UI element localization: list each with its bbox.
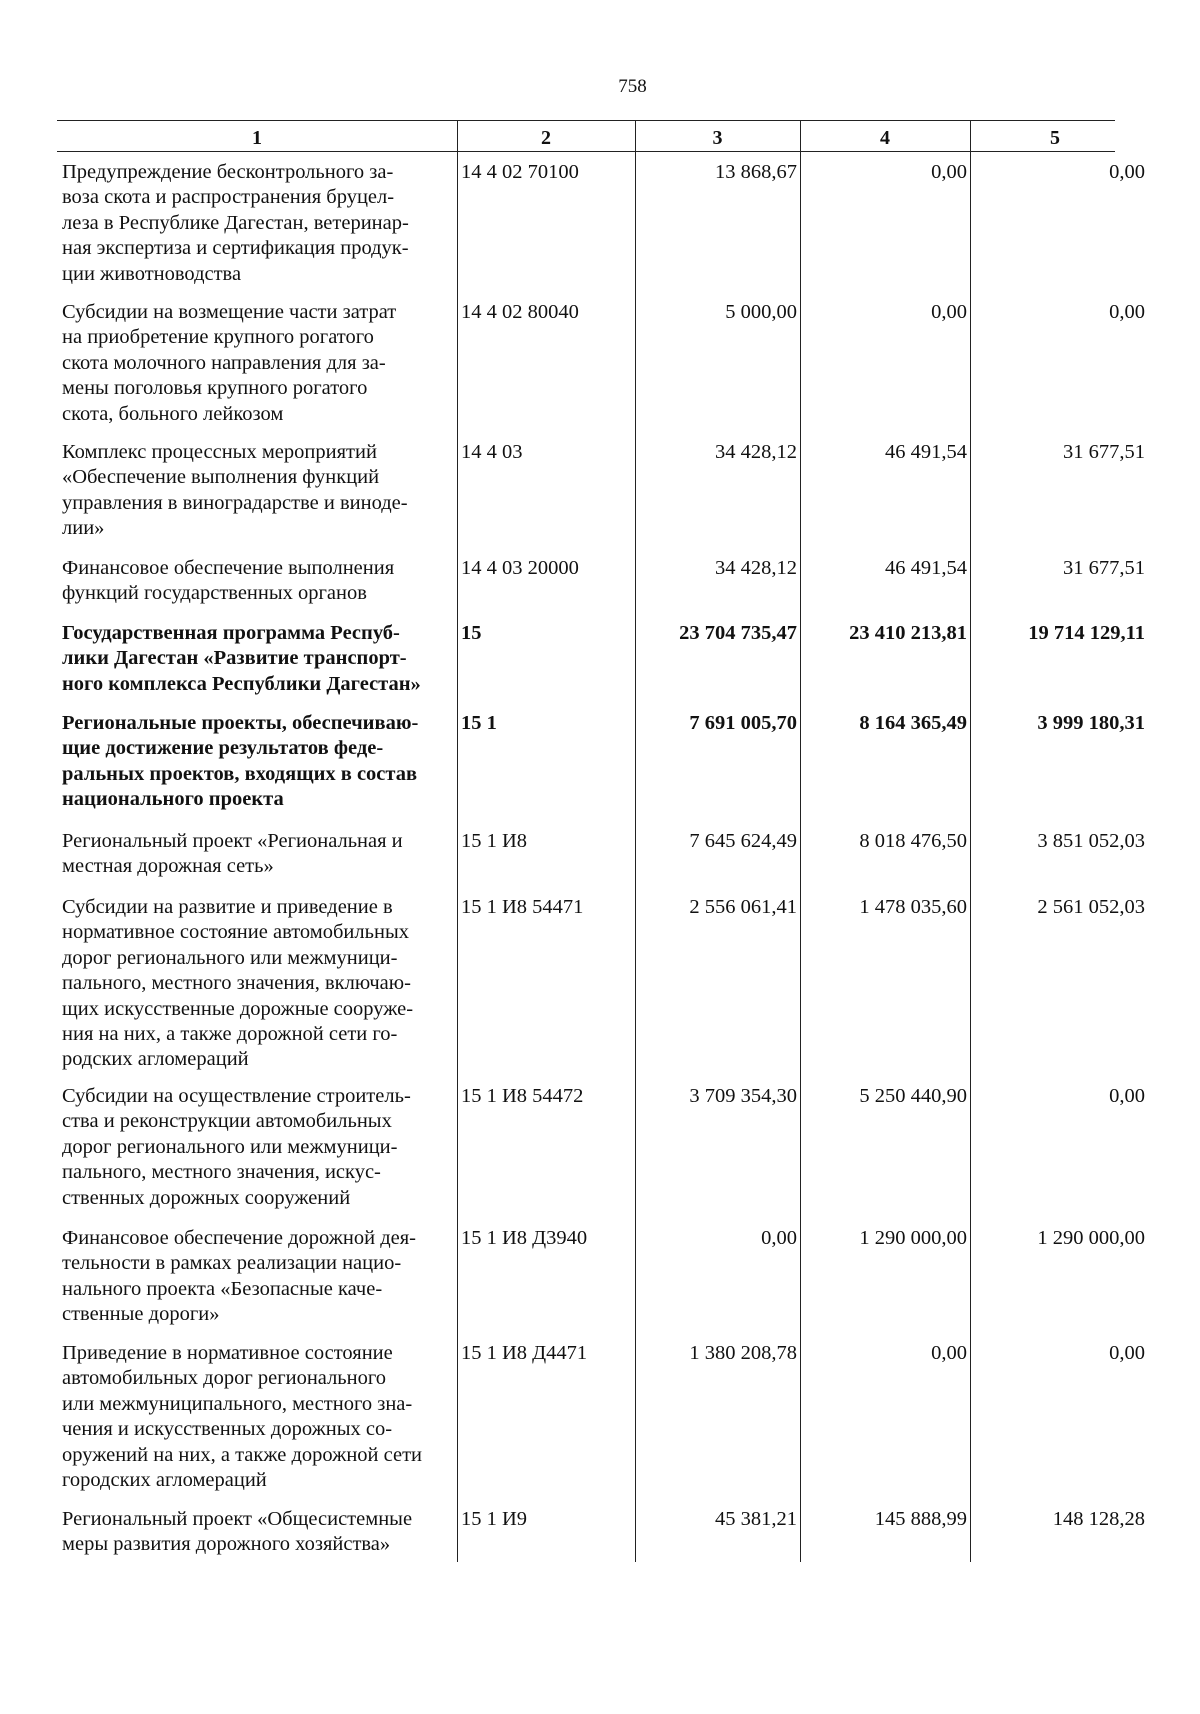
row-code: 15 1 И8 54472 bbox=[461, 1085, 584, 1107]
value-col5: 0,00 bbox=[1109, 1342, 1145, 1364]
value-col4: 23 410 213,81 bbox=[849, 622, 967, 644]
row-code: 15 1 bbox=[461, 712, 497, 734]
column-divider bbox=[800, 120, 801, 1562]
row-name: Региональные проекты, обеспечиваю- щие достижение результатов феде- ральных проектов, входящих в состав национального проекта bbox=[62, 712, 419, 811]
column-header: 4 bbox=[880, 127, 890, 149]
value-col5: 0,00 bbox=[1109, 301, 1145, 323]
value-col5: 0,00 bbox=[1109, 1085, 1145, 1107]
row-name: Финансовое обеспечение выполнения функций государственных органов bbox=[62, 557, 395, 605]
value-col5: 2 561 052,03 bbox=[1037, 896, 1145, 918]
column-header: 3 bbox=[712, 127, 723, 149]
column-divider bbox=[457, 120, 458, 1562]
row-code: 14 4 02 70100 bbox=[461, 161, 579, 183]
column-header: 5 bbox=[1050, 127, 1060, 149]
column-divider bbox=[970, 120, 971, 1562]
row-name: Субсидии на осуществление строитель- ства и реконструкции автомобильных дорог регионального или межмуници- пального, местного значения, искус- ственных дорожных сооружений bbox=[62, 1085, 411, 1209]
column-header: 2 bbox=[541, 127, 551, 149]
value-col5: 148 128,28 bbox=[1052, 1508, 1145, 1530]
value-col4: 1 290 000,00 bbox=[859, 1227, 967, 1249]
row-name: Субсидии на развитие и приведение в нормативное состояние автомобильных дорог регионального или межмуници- пального, местного значения, включаю- щих искусственные дорожные сооруже- ния на них, а также дорожной сети го- родских агломераций bbox=[62, 896, 414, 1071]
value-col3: 1 380 208,78 bbox=[689, 1342, 797, 1364]
value-col3: 2 556 061,41 bbox=[689, 896, 797, 918]
value-col4: 8 018 476,50 bbox=[859, 830, 967, 852]
row-name: Комплекс процессных мероприятий «Обеспечение выполнения функций управления в виноградарстве и виноде- лии» bbox=[62, 441, 408, 540]
column-header: 1 bbox=[252, 127, 262, 149]
row-code: 14 4 02 80040 bbox=[461, 301, 579, 323]
value-col3: 34 428,12 bbox=[715, 557, 797, 579]
value-col4: 8 164 365,49 bbox=[859, 712, 967, 734]
value-col5: 31 677,51 bbox=[1063, 441, 1145, 463]
value-col5: 3 999 180,31 bbox=[1037, 712, 1145, 734]
value-col5: 1 290 000,00 bbox=[1037, 1227, 1145, 1249]
value-col3: 34 428,12 bbox=[715, 441, 797, 463]
row-name: Субсидии на возмещение части затрат на приобретение крупного рогатого скота молочного направления для за- мены поголовья крупного рогатого скота, больного лейкозом bbox=[62, 301, 397, 425]
row-code: 14 4 03 bbox=[461, 441, 523, 463]
value-col3: 7 691 005,70 bbox=[689, 712, 797, 734]
value-col3: 3 709 354,30 bbox=[689, 1085, 797, 1107]
row-name: Финансовое обеспечение дорожной дея- тельности в рамках реализации нацио- нального проекта «Безопасные каче- ственные дороги» bbox=[62, 1227, 417, 1326]
row-code: 15 1 И9 bbox=[461, 1508, 528, 1530]
value-col5: 31 677,51 bbox=[1063, 557, 1145, 579]
row-code: 15 1 И8 Д4471 bbox=[461, 1342, 588, 1364]
row-code: 15 1 И8 Д3940 bbox=[461, 1227, 588, 1249]
row-name: Региональный проект «Региональная и местная дорожная сеть» bbox=[62, 830, 403, 878]
row-code: 15 1 И8 bbox=[461, 830, 528, 852]
page-number: 758 bbox=[618, 76, 647, 97]
header-bottom-rule bbox=[57, 151, 1115, 152]
value-col5: 0,00 bbox=[1109, 161, 1145, 183]
row-name: Региональный проект «Общесистемные меры развития дорожного хозяйства» bbox=[62, 1508, 413, 1556]
value-col4: 1 478 035,60 bbox=[859, 896, 967, 918]
value-col4: 0,00 bbox=[931, 1342, 967, 1364]
value-col3: 23 704 735,47 bbox=[679, 622, 797, 644]
value-col3: 45 381,21 bbox=[715, 1508, 797, 1530]
row-code: 15 bbox=[461, 622, 482, 644]
value-col5: 19 714 129,11 bbox=[1028, 622, 1145, 644]
table-top-rule bbox=[57, 120, 1115, 121]
value-col4: 46 491,54 bbox=[885, 441, 967, 463]
value-col5: 3 851 052,03 bbox=[1037, 830, 1145, 852]
row-name: Предупреждение бесконтрольного за- воза скота и распространения бруцел- леза в Республике Дагестан, ветеринар- ная экспертиза и сертификация продук- ции животноводства bbox=[62, 161, 409, 285]
value-col4: 5 250 440,90 bbox=[859, 1085, 967, 1107]
value-col3: 5 000,00 bbox=[725, 301, 797, 323]
value-col3: 0,00 bbox=[761, 1227, 797, 1249]
value-col4: 145 888,99 bbox=[874, 1508, 967, 1530]
row-code: 14 4 03 20000 bbox=[461, 557, 579, 579]
row-name: Приведение в нормативное состояние автомобильных дорог регионального или межмуниципального, местного зна- чения и искусственных дорожных со- оружений на них, а также дорожной сети городских агломераций bbox=[62, 1342, 423, 1492]
column-divider bbox=[635, 120, 636, 1562]
value-col4: 0,00 bbox=[931, 301, 967, 323]
row-code: 15 1 И8 54471 bbox=[461, 896, 584, 918]
row-name: Государственная программа Респуб- лики Дагестан «Развитие транспорт- ного комплекса Республики Дагестан» bbox=[62, 622, 421, 695]
value-col4: 0,00 bbox=[931, 161, 967, 183]
value-col3: 13 868,67 bbox=[715, 161, 797, 183]
value-col3: 7 645 624,49 bbox=[689, 830, 797, 852]
value-col4: 46 491,54 bbox=[885, 557, 967, 579]
